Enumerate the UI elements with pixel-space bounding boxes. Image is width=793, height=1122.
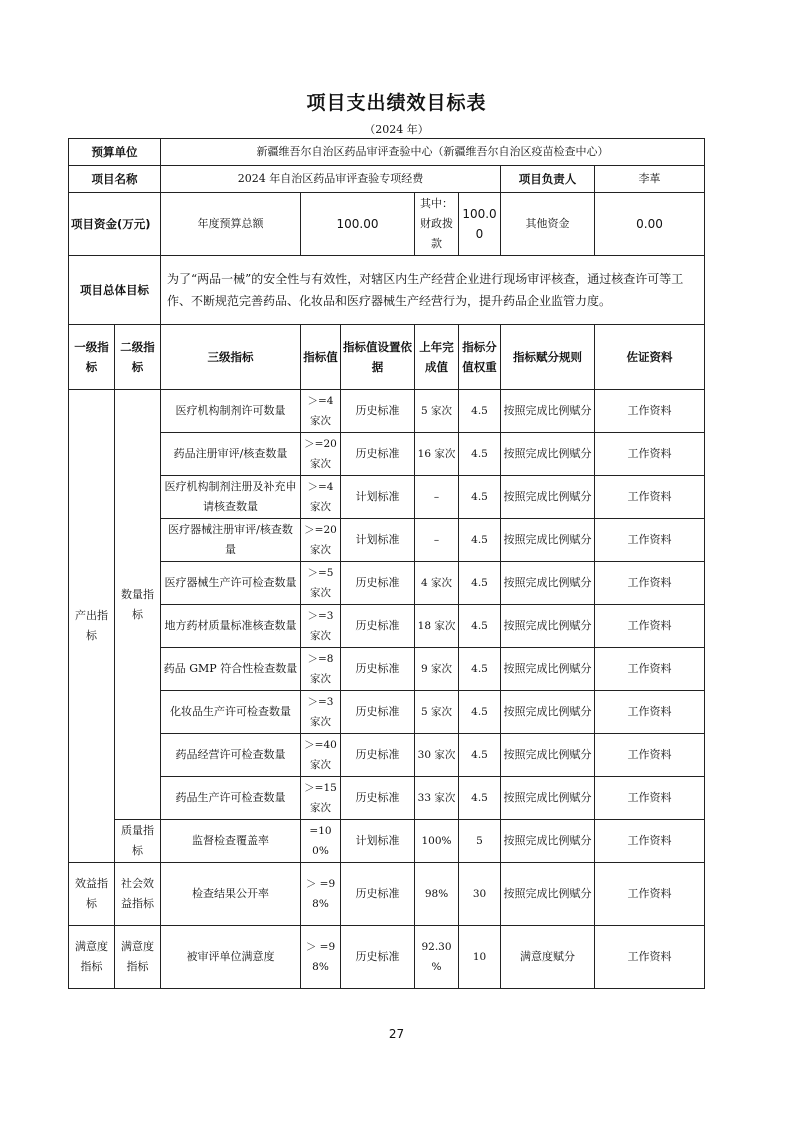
overall-goal-value: 为了“两品一械”的安全性与有效性，对辖区内生产经营企业进行现场审评核查，通过核查许可等工作、不断规范完善药品、化妆品和医疗器械生产经营行为，提升药品企业监管力度。 [161, 256, 705, 325]
row-evidence: 工作资料 [595, 734, 705, 777]
table-row [69, 691, 705, 734]
row-weight: 5 [459, 820, 501, 863]
row-evidence: 工作资料 [595, 777, 705, 820]
row-rule: 按照完成比例赋分 [501, 820, 595, 863]
row-last: – [415, 519, 459, 562]
header-level3: 三级指标 [161, 325, 301, 390]
row-evidence: 工作资料 [595, 562, 705, 605]
row-value: ＞=4 家次 [301, 476, 341, 519]
header-level1: 一级指标 [69, 325, 115, 390]
annual-total-value: 100.00 [301, 193, 415, 256]
group-benefit: 效益指标 [69, 863, 115, 926]
row-last: 92.30 % [415, 926, 459, 989]
row-name: 被审评单位满意度 [161, 926, 301, 989]
row-weight: 4.5 [459, 691, 501, 734]
row-last: 18 家次 [415, 605, 459, 648]
row-weight: 4.5 [459, 562, 501, 605]
project-leader-value: 李革 [595, 166, 705, 193]
row-evidence: 工作资料 [595, 863, 705, 926]
page-title: 项目支出绩效目标表 [306, 92, 487, 114]
table-row [69, 519, 705, 562]
row-basis: 历史标准 [341, 777, 415, 820]
row-name: 医疗机构制剂注册及补充申请核查数量 [161, 476, 301, 519]
performance-table [68, 138, 705, 989]
fiscal-alloc-label: 其中：财政拨款 [415, 193, 459, 256]
table-row [69, 777, 705, 820]
row-value: ＞=5 家次 [301, 562, 341, 605]
table-row [69, 648, 705, 691]
page-number: 27 [388, 1027, 405, 1041]
row-basis: 计划标准 [341, 476, 415, 519]
row-weight: 4.5 [459, 777, 501, 820]
row-name: 药品经营许可检查数量 [161, 734, 301, 777]
row-basis: 计划标准 [341, 820, 415, 863]
other-funds-value: 0.00 [595, 193, 705, 256]
row-name: 化妆品生产许可检查数量 [161, 691, 301, 734]
row-value: ＞=20 家次 [301, 519, 341, 562]
row-value: ＞=8 家次 [301, 648, 341, 691]
row-name: 地方药材质量标准核查数量 [161, 605, 301, 648]
row-name: 医疗机构制剂许可数量 [161, 390, 301, 433]
row-rule: 按照完成比例赋分 [501, 476, 595, 519]
header-weight: 指标分值权重 [459, 325, 501, 390]
row-name: 药品生产许可检查数量 [161, 777, 301, 820]
header-last-year: 上年完成值 [415, 325, 459, 390]
budget-unit-label: 预算单位 [69, 139, 161, 166]
row-rule: 按照完成比例赋分 [501, 863, 595, 926]
row-evidence: 工作资料 [595, 476, 705, 519]
group-output: 产出指标 [69, 390, 115, 863]
row-name: 医疗器械生产许可检查数量 [161, 562, 301, 605]
row-rule: 满意度赋分 [501, 926, 595, 989]
group-quantity: 数量指标 [115, 390, 161, 820]
header-rule: 指标赋分规则 [501, 325, 595, 390]
row-weight: 30 [459, 863, 501, 926]
table-row [69, 433, 705, 476]
header-value: 指标值 [301, 325, 341, 390]
quality-row [69, 820, 705, 863]
row-weight: 4.5 [459, 390, 501, 433]
row-last: 9 家次 [415, 648, 459, 691]
row-last: 16 家次 [415, 433, 459, 476]
row-rule: 按照完成比例赋分 [501, 390, 595, 433]
table-row [69, 562, 705, 605]
row-last: 5 家次 [415, 691, 459, 734]
row-evidence: 工作资料 [595, 820, 705, 863]
row-rule: 按照完成比例赋分 [501, 519, 595, 562]
table-row [69, 390, 705, 433]
row-basis: 历史标准 [341, 926, 415, 989]
benefit-row [69, 863, 705, 926]
header-evidence: 佐证资料 [595, 325, 705, 390]
row-value: ＞=20 家次 [301, 433, 341, 476]
table-row [69, 734, 705, 777]
row-weight: 4.5 [459, 433, 501, 476]
header-level2: 二级指标 [115, 325, 161, 390]
row-value: ＞=15 家次 [301, 777, 341, 820]
row-basis: 历史标准 [341, 648, 415, 691]
indicator-header-row [69, 325, 705, 390]
row-weight: 4.5 [459, 734, 501, 777]
other-funds-label: 其他资金 [501, 193, 595, 256]
project-name-label: 项目名称 [69, 166, 161, 193]
budget-unit-row [69, 139, 705, 166]
row-name: 监督检查覆盖率 [161, 820, 301, 863]
group-satisfaction2: 满意度指标 [115, 926, 161, 989]
fiscal-alloc-value: 100.00 [459, 193, 501, 256]
project-name-value: 2024 年自治区药品审评查验专项经费 [161, 166, 501, 193]
row-rule: 按照完成比例赋分 [501, 734, 595, 777]
row-rule: 按照完成比例赋分 [501, 691, 595, 734]
row-basis: 历史标准 [341, 605, 415, 648]
row-last: 100% [415, 820, 459, 863]
budget-unit-value: 新疆维吾尔自治区药品审评查验中心（新疆维吾尔自治区疫苗检查中心） [161, 139, 705, 166]
row-last: 4 家次 [415, 562, 459, 605]
overall-goal-label: 项目总体目标 [69, 256, 161, 325]
row-weight: 10 [459, 926, 501, 989]
project-name-row [69, 166, 705, 193]
row-value: ＞ =98% [301, 926, 341, 989]
row-evidence: 工作资料 [595, 648, 705, 691]
group-social: 社会效益指标 [115, 863, 161, 926]
row-weight: 4.5 [459, 476, 501, 519]
row-evidence: 工作资料 [595, 519, 705, 562]
row-last: 5 家次 [415, 390, 459, 433]
project-funds-row [69, 193, 705, 256]
row-weight: 4.5 [459, 605, 501, 648]
annual-total-label: 年度预算总额 [161, 193, 301, 256]
header-basis: 指标值设置依据 [341, 325, 415, 390]
row-rule: 按照完成比例赋分 [501, 562, 595, 605]
row-basis: 历史标准 [341, 390, 415, 433]
group-quality: 质量指标 [115, 820, 161, 863]
row-last: 98% [415, 863, 459, 926]
row-value: ＞=3 家次 [301, 605, 341, 648]
row-rule: 按照完成比例赋分 [501, 777, 595, 820]
group-satisfaction: 满意度指标 [69, 926, 115, 989]
row-evidence: 工作资料 [595, 605, 705, 648]
row-value: ＞=4 家次 [301, 390, 341, 433]
row-basis: 历史标准 [341, 863, 415, 926]
row-evidence: 工作资料 [595, 926, 705, 989]
overall-goal-row [69, 256, 705, 325]
row-rule: 按照完成比例赋分 [501, 433, 595, 476]
row-weight: 4.5 [459, 519, 501, 562]
row-value: ＞ =98% [301, 863, 341, 926]
row-evidence: 工作资料 [595, 433, 705, 476]
row-evidence: 工作资料 [595, 691, 705, 734]
project-leader-label: 项目负责人 [501, 166, 595, 193]
row-value: ＞=3 家次 [301, 691, 341, 734]
project-funds-label: 项目资金(万元) [69, 193, 161, 256]
row-rule: 按照完成比例赋分 [501, 648, 595, 691]
row-basis: 历史标准 [341, 562, 415, 605]
satisfaction-row [69, 926, 705, 989]
table-row [69, 476, 705, 519]
year-subtitle: （2024 年） [364, 123, 429, 136]
row-rule: 按照完成比例赋分 [501, 605, 595, 648]
row-basis: 历史标准 [341, 433, 415, 476]
row-name: 药品注册审评/核查数量 [161, 433, 301, 476]
row-weight: 4.5 [459, 648, 501, 691]
table-row [69, 605, 705, 648]
row-basis: 历史标准 [341, 734, 415, 777]
row-name: 医疗器械注册审评/核查数量 [161, 519, 301, 562]
row-value: =100% [301, 820, 341, 863]
row-last: 33 家次 [415, 777, 459, 820]
row-last: 30 家次 [415, 734, 459, 777]
row-name: 检查结果公开率 [161, 863, 301, 926]
row-name: 药品 GMP 符合性检查数量 [161, 648, 301, 691]
row-basis: 计划标准 [341, 519, 415, 562]
row-value: ＞=40 家次 [301, 734, 341, 777]
row-evidence: 工作资料 [595, 390, 705, 433]
row-basis: 历史标准 [341, 691, 415, 734]
row-last: – [415, 476, 459, 519]
